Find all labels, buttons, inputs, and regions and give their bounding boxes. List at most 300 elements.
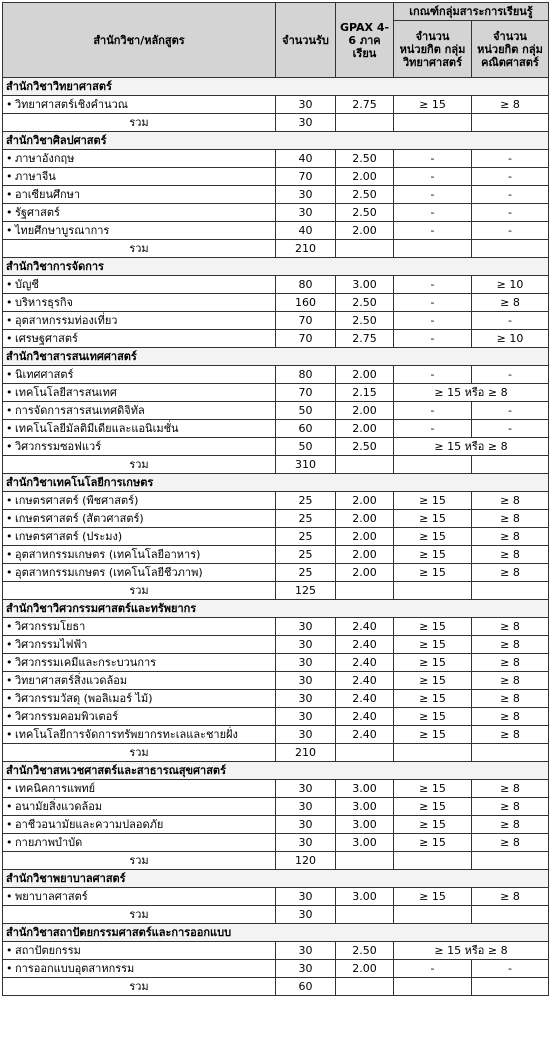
seats-cell: 25 [276, 492, 336, 510]
program-cell [3, 438, 276, 456]
seats-cell: 30 [276, 690, 336, 708]
program-name: อุตสาหกรรมเกษตร (เทคโนโลยีชีวภาพ) [15, 566, 203, 579]
program-cell [3, 168, 276, 186]
program-header: สำนักวิชา/หลักสูตร [3, 3, 276, 78]
bullet-icon: • [6, 188, 13, 201]
seats-cell: 25 [276, 564, 336, 582]
total-label: รวม [3, 852, 276, 870]
math-credits-cell: ≥ 10 [472, 276, 549, 294]
gpax-cell: 2.40 [336, 708, 394, 726]
criteria-header: เกณฑ์กลุ่มสาระการเรียนรู้ [394, 3, 549, 21]
gpax-cell: 2.50 [336, 942, 394, 960]
program-name: ไทยศึกษาบูรณาการ [15, 224, 110, 237]
math-credits-cell: ≥ 8 [472, 546, 549, 564]
program-name: พยาบาลศาสตร์ [15, 890, 88, 903]
science-credits-cell: ≥ 15 [394, 492, 472, 510]
program-cell [3, 510, 276, 528]
table-row [3, 492, 549, 510]
program-cell [3, 402, 276, 420]
science-credits-cell: ≥ 15 [394, 510, 472, 528]
table-row [3, 888, 549, 906]
seats-cell: 30 [276, 960, 336, 978]
empty-cell [472, 744, 549, 762]
science-credits-cell: ≥ 15 [394, 672, 472, 690]
program-name: อุตสาหกรรมเกษตร (เทคโนโลยีอาหาร) [15, 548, 201, 561]
empty-cell [336, 114, 394, 132]
table-row [3, 960, 549, 978]
program-name: เกษตรศาสตร์ (พืชศาสตร์) [15, 494, 139, 507]
program-cell [3, 816, 276, 834]
total-label: รวม [3, 978, 276, 996]
section-name: สำนักวิชาการจัดการ [3, 258, 549, 276]
bullet-icon: • [6, 296, 13, 309]
science-credits-cell: - [394, 960, 472, 978]
program-cell [3, 690, 276, 708]
bullet-icon: • [6, 98, 13, 111]
program-name: วิศวกรรมวัสดุ (พอลิเมอร์ ไม้) [15, 692, 153, 705]
bullet-icon: • [6, 386, 13, 399]
empty-cell [336, 906, 394, 924]
program-cell [3, 312, 276, 330]
bullet-icon: • [6, 512, 13, 525]
science-credits-cell: ≥ 15 [394, 528, 472, 546]
total-row [3, 978, 549, 996]
total-seats: 310 [276, 456, 336, 474]
table-row [3, 420, 549, 438]
bullet-icon: • [6, 710, 13, 723]
section-header-row [3, 762, 549, 780]
science-credits-cell: - [394, 204, 472, 222]
science-credits-cell: ≥ 15 [394, 96, 472, 114]
total-label: รวม [3, 906, 276, 924]
math-credits-cell: ≥ 8 [472, 96, 549, 114]
science-credits-cell: - [394, 420, 472, 438]
gpax-cell: 3.00 [336, 834, 394, 852]
gpax-cell: 2.00 [336, 222, 394, 240]
program-name: การจัดการสารสนเทศดิจิทัล [15, 404, 145, 417]
program-name: บัญชี [15, 278, 39, 291]
gpax-cell: 3.00 [336, 798, 394, 816]
math-credits-cell: ≥ 8 [472, 690, 549, 708]
gpax-cell: 2.00 [336, 546, 394, 564]
empty-cell [394, 114, 472, 132]
gpax-cell: 2.75 [336, 96, 394, 114]
section-name: สำนักวิชาเทคโนโลยีการเกษตร [3, 474, 549, 492]
seats-cell: 160 [276, 294, 336, 312]
total-seats: 120 [276, 852, 336, 870]
gpax-cell: 2.15 [336, 384, 394, 402]
program-name: บริหารธุรกิจ [15, 296, 73, 309]
program-cell [3, 780, 276, 798]
science-credits-cell: - [394, 294, 472, 312]
empty-cell [336, 852, 394, 870]
program-cell [3, 204, 276, 222]
section-header-row [3, 348, 549, 366]
table-row [3, 186, 549, 204]
bullet-icon: • [6, 494, 13, 507]
program-name: รัฐศาสตร์ [15, 206, 60, 219]
program-cell [3, 420, 276, 438]
science-credits-cell: - [394, 150, 472, 168]
section-header-row [3, 870, 549, 888]
empty-cell [472, 582, 549, 600]
math-credits-cell: - [472, 204, 549, 222]
program-name: เทคโนโลยีสารสนเทศ [15, 386, 117, 399]
total-row [3, 582, 549, 600]
table-row [3, 654, 549, 672]
table-row [3, 96, 549, 114]
math-credits-cell: - [472, 366, 549, 384]
table-row [3, 366, 549, 384]
program-cell [3, 150, 276, 168]
seats-cell: 30 [276, 186, 336, 204]
bullet-icon: • [6, 530, 13, 543]
science-credits-cell: - [394, 222, 472, 240]
total-seats: 60 [276, 978, 336, 996]
program-name: เศรษฐศาสตร์ [15, 332, 78, 345]
seats-cell: 50 [276, 438, 336, 456]
program-name: อาชีวอนามัยและความปลอดภัย [15, 818, 164, 831]
criteria-either-cell: ≥ 15 หรือ ≥ 8 [394, 438, 549, 456]
total-row [3, 852, 549, 870]
section-name: สำนักวิชาสถาปัตยกรรมศาสตร์และการออกแบบ [3, 924, 549, 942]
section-header-row [3, 924, 549, 942]
math-credits-cell: ≥ 8 [472, 564, 549, 582]
seats-cell: 30 [276, 636, 336, 654]
program-name: เกษตรศาสตร์ (สัตวศาสตร์) [15, 512, 144, 525]
bullet-icon: • [6, 836, 13, 849]
program-cell [3, 834, 276, 852]
total-seats: 30 [276, 114, 336, 132]
total-label: รวม [3, 744, 276, 762]
total-label: รวม [3, 114, 276, 132]
program-cell [3, 528, 276, 546]
seats-cell: 30 [276, 708, 336, 726]
total-seats: 210 [276, 744, 336, 762]
empty-cell [394, 240, 472, 258]
seats-cell: 70 [276, 384, 336, 402]
empty-cell [336, 240, 394, 258]
gpax-cell: 2.40 [336, 654, 394, 672]
program-name: วิทยาศาสตร์เชิงคำนวณ [15, 98, 129, 111]
program-cell [3, 330, 276, 348]
math-credits-cell: ≥ 8 [472, 798, 549, 816]
science-credits-cell: ≥ 15 [394, 636, 472, 654]
seats-cell: 30 [276, 618, 336, 636]
program-name: เทคโนโลยีมัลติมีเดียและแอนิเมชั่น [15, 422, 179, 435]
table-row [3, 708, 549, 726]
math-credits-header: จำนวน หน่วยกิต กลุ่ม คณิตศาสตร์ [472, 21, 549, 78]
science-credits-cell: - [394, 168, 472, 186]
seats-cell: 70 [276, 168, 336, 186]
seats-cell: 40 [276, 150, 336, 168]
gpax-cell: 2.50 [336, 186, 394, 204]
math-credits-cell: - [472, 150, 549, 168]
program-cell [3, 708, 276, 726]
gpax-cell: 2.00 [336, 564, 394, 582]
gpax-cell: 3.00 [336, 780, 394, 798]
seats-cell: 50 [276, 402, 336, 420]
program-cell [3, 276, 276, 294]
empty-cell [472, 456, 549, 474]
science-credits-cell: - [394, 402, 472, 420]
criteria-either-cell: ≥ 15 หรือ ≥ 8 [394, 384, 549, 402]
math-credits-cell: ≥ 8 [472, 654, 549, 672]
gpax-cell: 2.40 [336, 726, 394, 744]
program-cell [3, 366, 276, 384]
math-credits-cell: - [472, 222, 549, 240]
seats-cell: 60 [276, 420, 336, 438]
empty-cell [336, 744, 394, 762]
seats-cell: 30 [276, 654, 336, 672]
seats-cell: 40 [276, 222, 336, 240]
gpax-cell: 3.00 [336, 888, 394, 906]
science-credits-cell: ≥ 15 [394, 618, 472, 636]
math-credits-cell: ≥ 8 [472, 888, 549, 906]
science-credits-cell: - [394, 312, 472, 330]
total-row [3, 240, 549, 258]
section-header-row [3, 78, 549, 96]
bullet-icon: • [6, 674, 13, 687]
program-name: วิศวกรรมโยธา [15, 620, 86, 633]
empty-cell [394, 744, 472, 762]
math-credits-cell: - [472, 960, 549, 978]
program-cell [3, 294, 276, 312]
seats-cell: 70 [276, 312, 336, 330]
total-row [3, 744, 549, 762]
math-credits-cell: - [472, 402, 549, 420]
section-name: สำนักวิชาสหเวชศาสตร์และสาธารณสุขศาสตร์ [3, 762, 549, 780]
science-credits-cell: - [394, 330, 472, 348]
bullet-icon: • [6, 152, 13, 165]
bullet-icon: • [6, 440, 13, 453]
gpax-header: GPAX 4-6 ภาคเรียน [336, 3, 394, 78]
seats-cell: 30 [276, 888, 336, 906]
bullet-icon: • [6, 332, 13, 345]
total-seats: 30 [276, 906, 336, 924]
table-row [3, 294, 549, 312]
science-credits-cell: - [394, 276, 472, 294]
program-name: วิศวกรรมคอมพิวเตอร์ [15, 710, 119, 723]
seats-cell: 30 [276, 780, 336, 798]
section-name: สำนักวิชาวิทยาศาสตร์ [3, 78, 549, 96]
bullet-icon: • [6, 368, 13, 381]
bullet-icon: • [6, 656, 13, 669]
gpax-cell: 2.50 [336, 150, 394, 168]
gpax-cell: 2.50 [336, 294, 394, 312]
math-credits-cell: - [472, 312, 549, 330]
seats-cell: 30 [276, 672, 336, 690]
bullet-icon: • [6, 818, 13, 831]
section-name: สำนักวิชาวิศวกรรมศาสตร์และทรัพยากร [3, 600, 549, 618]
science-credits-cell: ≥ 15 [394, 546, 472, 564]
section-name: สำนักวิชาพยาบาลศาสตร์ [3, 870, 549, 888]
program-name: อนามัยสิ่งแวดล้อม [15, 800, 103, 813]
table-row [3, 384, 549, 402]
math-credits-cell: ≥ 8 [472, 834, 549, 852]
total-seats: 210 [276, 240, 336, 258]
math-credits-cell: ≥ 8 [472, 780, 549, 798]
program-name: ภาษาอังกฤษ [15, 152, 75, 165]
gpax-cell: 2.00 [336, 960, 394, 978]
section-header-row [3, 258, 549, 276]
table-row [3, 276, 549, 294]
gpax-cell: 2.75 [336, 330, 394, 348]
empty-cell [394, 906, 472, 924]
science-credits-header: จำนวน หน่วยกิต กลุ่ม วิทยาศาสตร์ [394, 21, 472, 78]
bullet-icon: • [6, 728, 13, 741]
table-body [3, 78, 549, 996]
admission-table [2, 2, 549, 996]
science-credits-cell: ≥ 15 [394, 888, 472, 906]
table-row [3, 510, 549, 528]
section-header-row [3, 600, 549, 618]
seats-cell: 30 [276, 834, 336, 852]
total-row [3, 906, 549, 924]
program-cell [3, 672, 276, 690]
program-name: วิศวกรรมไฟฟ้า [15, 638, 88, 651]
gpax-cell: 2.00 [336, 402, 394, 420]
math-credits-cell: ≥ 10 [472, 330, 549, 348]
empty-cell [394, 456, 472, 474]
total-row [3, 456, 549, 474]
table-row [3, 402, 549, 420]
section-header-row [3, 474, 549, 492]
program-cell [3, 942, 276, 960]
math-credits-cell: ≥ 8 [472, 492, 549, 510]
program-name: เทคนิคการแพทย์ [15, 782, 96, 795]
empty-cell [336, 978, 394, 996]
science-credits-cell: ≥ 15 [394, 798, 472, 816]
table-row [3, 150, 549, 168]
science-credits-cell: ≥ 15 [394, 690, 472, 708]
program-name: นิเทศศาสตร์ [15, 368, 74, 381]
seats-cell: 30 [276, 942, 336, 960]
math-credits-cell: ≥ 8 [472, 636, 549, 654]
gpax-cell: 2.40 [336, 672, 394, 690]
program-name: เกษตรศาสตร์ (ประมง) [15, 530, 123, 543]
program-cell [3, 888, 276, 906]
empty-cell [394, 582, 472, 600]
bullet-icon: • [6, 890, 13, 903]
table-row [3, 834, 549, 852]
seats-header: จำนวนรับ [276, 3, 336, 78]
bullet-icon: • [6, 422, 13, 435]
program-name: การออกแบบอุตสาหกรรม [15, 962, 135, 975]
science-credits-cell: - [394, 186, 472, 204]
program-cell [3, 564, 276, 582]
science-credits-cell: ≥ 15 [394, 816, 472, 834]
table-row [3, 636, 549, 654]
math-credits-cell: - [472, 186, 549, 204]
program-cell [3, 654, 276, 672]
gpax-cell: 2.40 [336, 636, 394, 654]
program-name: อุตสาหกรรมท่องเที่ยว [15, 314, 118, 327]
program-name: เทคโนโลยีการจัดการทรัพยากรทะเลและชายฝั่ง [15, 728, 238, 741]
math-credits-cell: ≥ 8 [472, 618, 549, 636]
table-row [3, 618, 549, 636]
math-credits-cell: ≥ 8 [472, 510, 549, 528]
program-cell [3, 960, 276, 978]
bullet-icon: • [6, 206, 13, 219]
table-row [3, 564, 549, 582]
table-row [3, 780, 549, 798]
empty-cell [394, 978, 472, 996]
table-row [3, 222, 549, 240]
program-name: วิศวกรรมเคมีและกระบวนการ [15, 656, 157, 669]
science-credits-cell: ≥ 15 [394, 726, 472, 744]
seats-cell: 30 [276, 726, 336, 744]
table-row [3, 528, 549, 546]
table-row [3, 672, 549, 690]
program-cell [3, 384, 276, 402]
empty-cell [472, 852, 549, 870]
gpax-cell: 2.00 [336, 168, 394, 186]
bullet-icon: • [6, 404, 13, 417]
program-cell [3, 546, 276, 564]
program-cell [3, 726, 276, 744]
section-header-row [3, 132, 549, 150]
gpax-cell: 3.00 [336, 816, 394, 834]
total-seats: 125 [276, 582, 336, 600]
math-credits-cell: ≥ 8 [472, 726, 549, 744]
bullet-icon: • [6, 944, 13, 957]
program-cell [3, 618, 276, 636]
gpax-cell: 2.50 [336, 438, 394, 456]
bullet-icon: • [6, 620, 13, 633]
table-row [3, 816, 549, 834]
total-label: รวม [3, 240, 276, 258]
empty-cell [472, 978, 549, 996]
program-cell [3, 222, 276, 240]
program-cell [3, 636, 276, 654]
science-credits-cell: ≥ 15 [394, 708, 472, 726]
empty-cell [472, 906, 549, 924]
bullet-icon: • [6, 962, 13, 975]
table-row [3, 168, 549, 186]
gpax-cell: 2.00 [336, 492, 394, 510]
seats-cell: 30 [276, 798, 336, 816]
section-name: สำนักวิชาสารสนเทศศาสตร์ [3, 348, 549, 366]
table-row [3, 798, 549, 816]
table-row [3, 546, 549, 564]
total-row [3, 114, 549, 132]
gpax-cell: 2.40 [336, 618, 394, 636]
bullet-icon: • [6, 548, 13, 561]
table-row [3, 690, 549, 708]
seats-cell: 25 [276, 510, 336, 528]
table-row [3, 942, 549, 960]
math-credits-cell: ≥ 8 [472, 672, 549, 690]
bullet-icon: • [6, 638, 13, 651]
seats-cell: 25 [276, 528, 336, 546]
seats-cell: 70 [276, 330, 336, 348]
math-credits-cell: ≥ 8 [472, 294, 549, 312]
math-credits-cell: ≥ 8 [472, 816, 549, 834]
seats-cell: 30 [276, 96, 336, 114]
section-name: สำนักวิชาศิลปศาสตร์ [3, 132, 549, 150]
bullet-icon: • [6, 314, 13, 327]
bullet-icon: • [6, 224, 13, 237]
empty-cell [394, 852, 472, 870]
gpax-cell: 2.00 [336, 528, 394, 546]
seats-cell: 30 [276, 204, 336, 222]
program-name: ภาษาจีน [15, 170, 56, 183]
gpax-cell: 2.50 [336, 312, 394, 330]
gpax-cell: 2.40 [336, 690, 394, 708]
program-cell [3, 96, 276, 114]
seats-cell: 80 [276, 366, 336, 384]
